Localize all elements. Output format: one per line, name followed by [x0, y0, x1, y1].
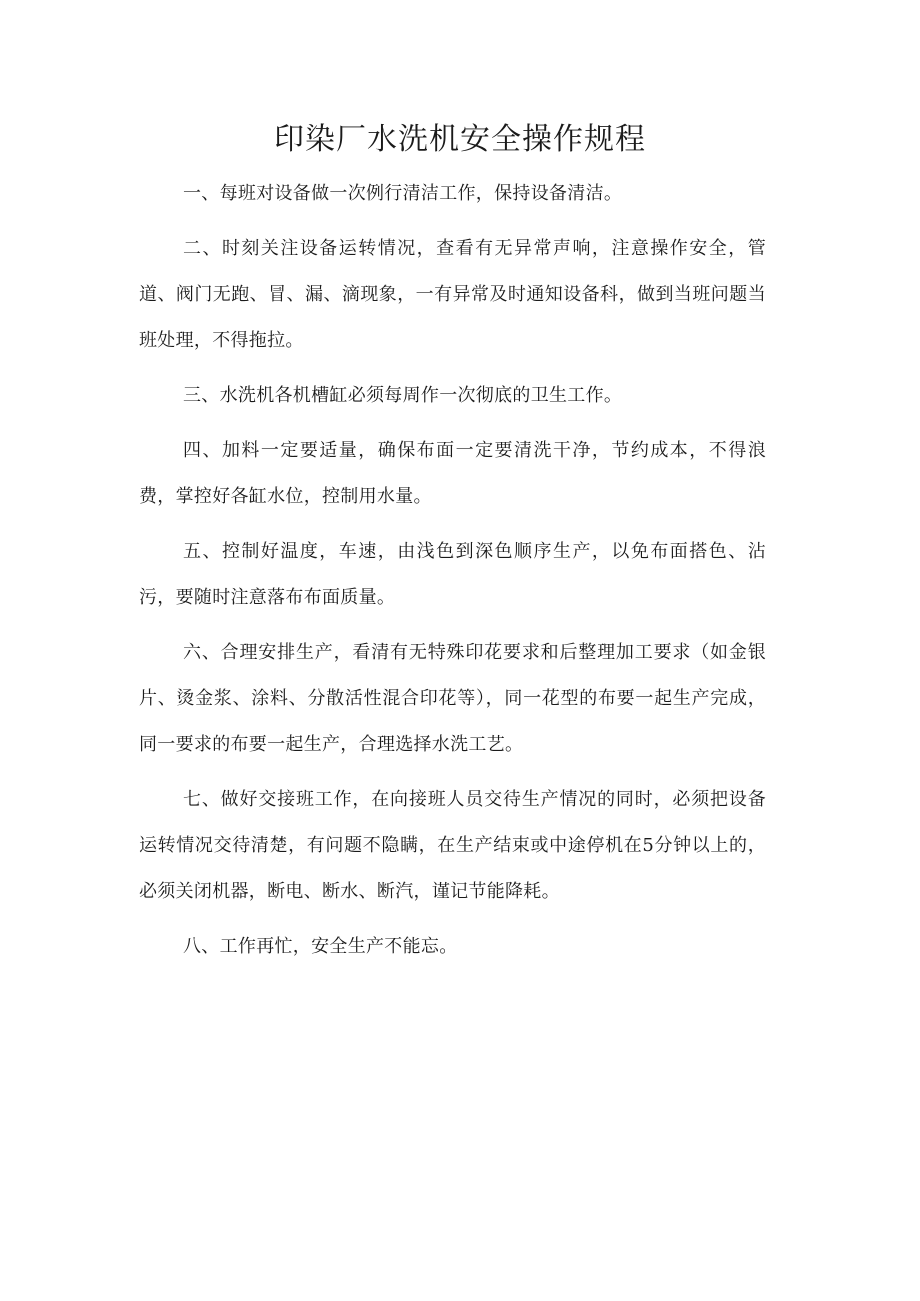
rule-paragraph-2: 二、时刻关注设备运转情况，查看有无异常声响，注意操作安全，管道、阀门无跑、冒、漏、滴现象，一有异常及时通知设备科，做到当班问题当班处理，不得拖拉。 — [139, 238, 766, 351]
rule-paragraph-8: 八、工作再忙，安全生产不能忘。 — [183, 936, 458, 957]
document-body — [139, 171, 766, 979]
document-title: 印染厂水洗机安全操作规程 — [274, 122, 646, 157]
rule-paragraph-5: 五、控制好温度，车速，由浅色到深色顺序生产，以免布面搭色、沾污，要随时注意落布布面质量。 — [139, 541, 766, 608]
rule-paragraph-7: 七、做好交接班工作，在向接班人员交待生产情况的同时，必须把设备运转情况交待清楚，有问题不隐瞒，在生产结束或中途停机在5分钟以上的，必须关闭机器，断电、断水、断汽，谨记节能降耗。 — [139, 789, 766, 902]
rule-paragraph-3: 三、水洗机各机槽缸必须每周作一次彻底的卫生工作。 — [183, 385, 623, 406]
rule-paragraph-6: 六、合理安排生产，看清有无特殊印花要求和后整理加工要求（如金银片、烫金浆、涂料、分散活性混合印花等），同一花型的布要一起生产完成，同一要求的布要一起生产，合理选择水洗工艺。 — [139, 642, 766, 755]
rule-paragraph-1: 一、每班对设备做一次例行清洁工作，保持设备清洁。 — [183, 183, 623, 204]
rule-paragraph-4: 四、加料一定要适量，确保布面一定要清洗干净，节约成本，不得浪费，掌控好各缸水位，控制用水量。 — [139, 440, 766, 507]
